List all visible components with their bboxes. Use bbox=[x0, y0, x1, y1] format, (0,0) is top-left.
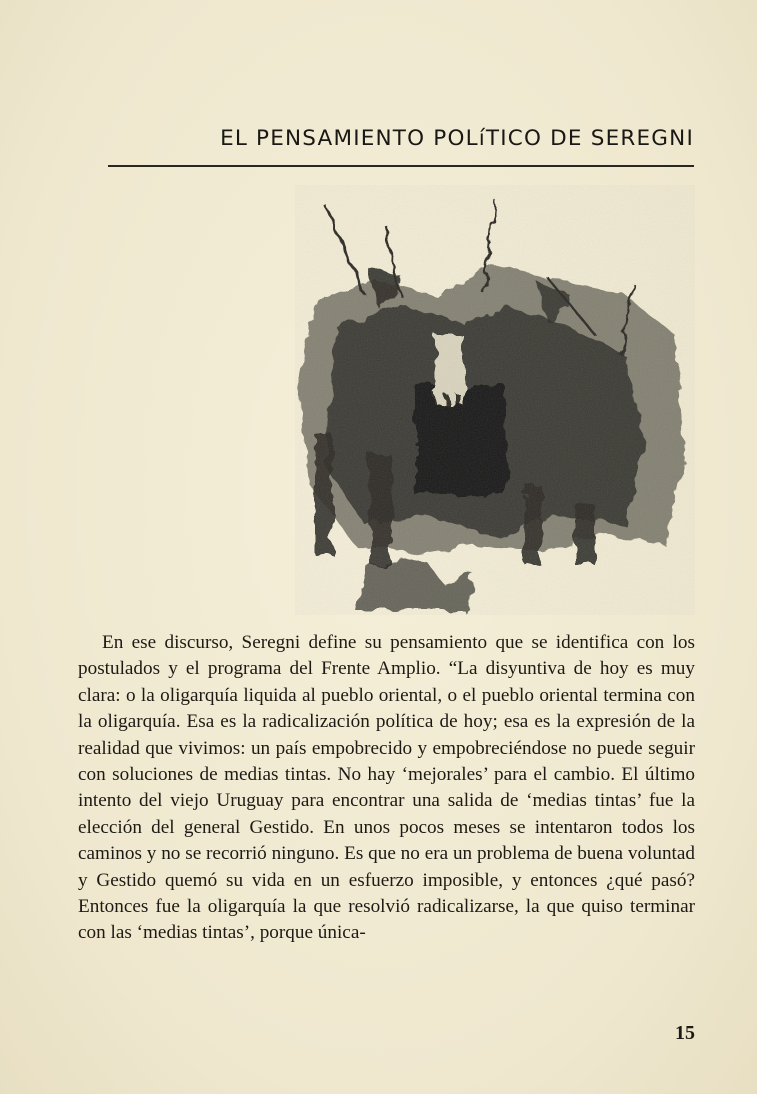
body-paragraph: En ese discurso, Seregni define su pensamiento que se identifica con los postulados y el programa del Frente Amplio. “La disyuntiva de hoy es muy clara: o la oligarquía liquida al pueblo oriental, o el pueblo oriental termina con la oligarquía. Esa es la radicalización política de hoy; esa es la expresión de la realidad que vivimos: un país empobrecido y empobreciéndose no puede seguir con soluciones de medias tintas. No hay ‘mejorales’ para el cambio. El último intento del viejo Uruguay para encontrar una salida de ‘medias tintas’ fue la elección del general Gestido. En unos pocos meses se intentaron todos los caminos y no se recorrió ninguno. Es que no era un problema de buena voluntad y Gestido quemó su vida en un esfuerzo imposible, y entonces ¿qué pasó? Entonces fue la oligarquía la que resolvió radicalizarse, la que quiso terminar con las ‘medias tintas’, porque única- bbox=[78, 632, 695, 944]
running-head: EL PENSAMIENTO POLíTICO DE SEREGNI bbox=[220, 126, 694, 151]
body-text bbox=[78, 630, 695, 947]
crowd-photo bbox=[295, 185, 695, 615]
page-number: 15 bbox=[675, 1022, 695, 1044]
header-rule bbox=[108, 165, 694, 167]
